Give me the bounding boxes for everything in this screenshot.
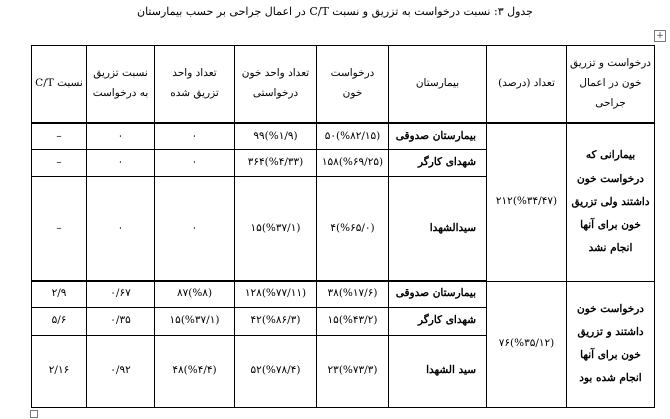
requested-units-cell: ۱۲۸(%۷۷/۱۱): [235, 281, 317, 307]
requested-cell: ۵۰(%۸۲/۱۵): [317, 123, 389, 150]
requested-cell: ۲۳(%۷۳/۳): [317, 335, 389, 407]
transfused-units-cell: ۰: [155, 177, 235, 281]
ct-cell: –: [32, 123, 87, 150]
blood-transfusion-table: [31, 45, 655, 408]
ratio-cell: ۰/۳۵: [87, 307, 155, 335]
ct-cell: ۲/۱۶: [32, 335, 87, 407]
header-count: تعداد (درصد): [487, 46, 567, 123]
requested-units-cell: ۱۵(%۳۷/۱): [235, 177, 317, 281]
table-row: [32, 123, 655, 150]
header-transfused-units: تعداد واحد تزریق شده: [155, 46, 235, 123]
transfused-units-cell: ۴۸(%۴/۴): [155, 335, 235, 407]
transfused-units-cell: ۸۷(%۸): [155, 281, 235, 307]
group-count: ۷۶(%۳۵/۱۲): [487, 281, 567, 407]
header-requested-units: تعداد واحد خون درخواستی: [235, 46, 317, 123]
transfused-units-cell: ۰: [155, 150, 235, 177]
table-row: [32, 281, 655, 307]
table-caption: جدول ۳: نسبت درخواست به تزریق و نسبت C/T در اعمال جراحی بر حسب بیمارستان: [137, 5, 533, 18]
table-resize-handle-icon[interactable]: [30, 410, 38, 418]
ct-cell: –: [32, 150, 87, 177]
hospital-cell: شهدای کارگر: [389, 150, 487, 177]
group-label: درخواست خون داشتند و تزریق خون برای آنها انجام شده بود: [567, 281, 655, 407]
requested-cell: ۱۵(%۴۳/۲): [317, 307, 389, 335]
transfused-units-cell: ۰: [155, 123, 235, 150]
group-label: بیمارانی که درخواست خون داشتند ولی تزریق خون برای آنها انجام نشد: [567, 123, 655, 281]
requested-cell: ۳۸(%۱۷/۶): [317, 281, 389, 307]
ct-cell: –: [32, 177, 87, 281]
header-ratio: نسبت تزریق به درخواست: [87, 46, 155, 123]
ratio-cell: ۰: [87, 150, 155, 177]
requested-units-cell: ۵۲(%۷۸/۴): [235, 335, 317, 407]
requested-cell: ۱۵۸(%۶۹/۲۵): [317, 150, 389, 177]
header-requested: درخواست خون: [317, 46, 389, 123]
group-count: ۲۱۲(%۳۴/۴۷): [487, 123, 567, 281]
ct-cell: ۲/۹: [32, 281, 87, 307]
transfused-units-cell: ۱۵(%۳۷/۱): [155, 307, 235, 335]
requested-units-cell: ۴۲(%۸۶/۳): [235, 307, 317, 335]
requested-cell: ۴(%۶۵/۰): [317, 177, 389, 281]
hospital-cell: بیمارستان صدوقی: [389, 281, 487, 307]
hospital-cell: سیدالشهدا: [389, 177, 487, 281]
ratio-cell: ۰: [87, 123, 155, 150]
ct-cell: ۵/۶: [32, 307, 87, 335]
requested-units-cell: ۳۶۴(%۴/۳۳): [235, 150, 317, 177]
hospital-cell: شهدای کارگر: [389, 307, 487, 335]
ratio-cell: ۰/۶۷: [87, 281, 155, 307]
header-ct-ratio: نسبت C/T: [32, 46, 87, 123]
header-row: [32, 46, 655, 123]
requested-units-cell: ۹۹(%۱/۹): [235, 123, 317, 150]
ratio-cell: ۰: [87, 177, 155, 281]
table-move-handle-icon[interactable]: +: [654, 30, 666, 42]
hospital-cell: سید الشهدا: [389, 335, 487, 407]
header-group: درخواست و تزریق خون در اعمال جراحی: [567, 46, 655, 123]
ratio-cell: ۰/۹۲: [87, 335, 155, 407]
hospital-cell: بیمارستان صدوقی: [389, 123, 487, 150]
header-hospital: بیمارستان: [389, 46, 487, 123]
